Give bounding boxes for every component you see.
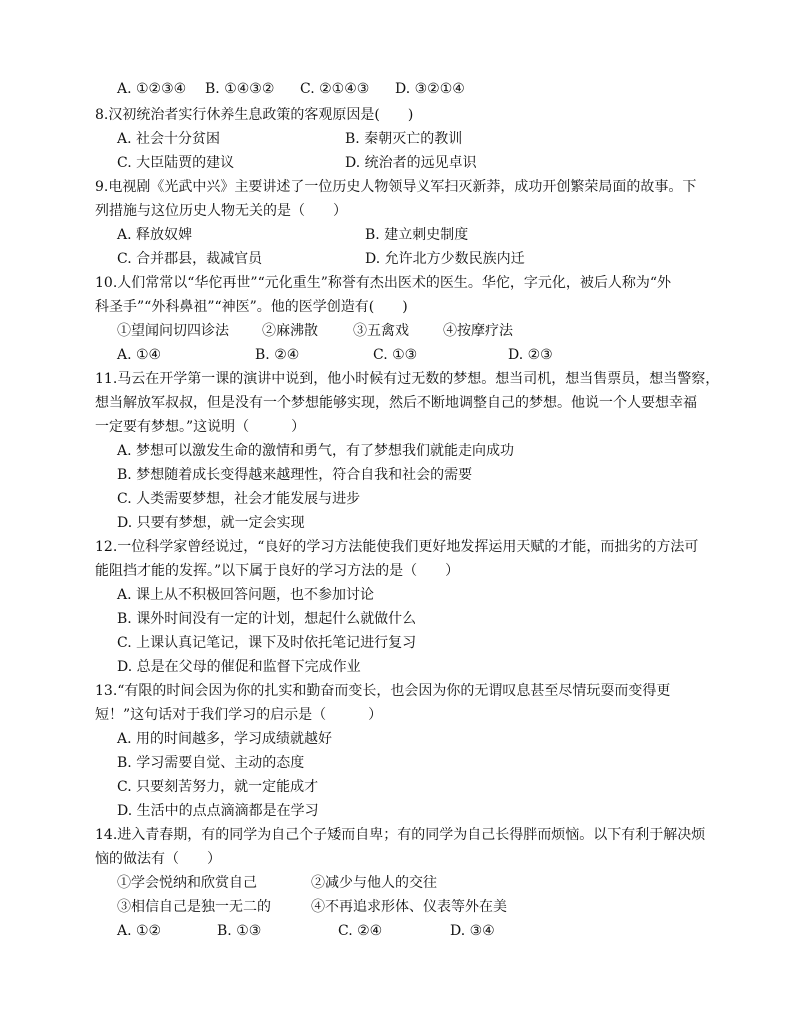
- q12-option-d: D. 总是在父母的催促和监督下完成作业: [117, 659, 361, 675]
- q14-item-4: ④不再追求形体、仪表等外在美: [311, 899, 507, 915]
- q11-stem-line-2: 想当解放军叔叔，但是没有一个梦想能够实现，然后不断地调整自己的梦想。他说一个人要想幸福: [95, 395, 697, 411]
- q9-stem-line-2: 列措施与这位历史人物无关的是（ ）: [95, 203, 347, 219]
- q14-option-b: B. ①③: [217, 923, 262, 939]
- q10-option-a: A. ①④: [117, 347, 162, 363]
- q11-stem-line-1: 11.马云在开学第一课的演讲中说到，他小时候有过无数的梦想。想当司机，想当售票员，想当警察，: [95, 371, 720, 387]
- q10-option-d: D. ②③: [508, 347, 553, 363]
- q14-stem-line-2: 恼的做法有（ ）: [95, 851, 221, 867]
- q10-stem-line-2: 科圣手”“外科鼻祖”“神医”。他的医学创造有( ): [95, 299, 408, 315]
- q12-option-c: C. 上课认真记笔记，课下及时依托笔记进行复习: [117, 635, 417, 651]
- q14-option-a: A. ①②: [117, 923, 162, 939]
- q10-item-1: ①望闻问切四诊法: [117, 323, 229, 339]
- q10-option-b: B. ②④: [255, 347, 300, 363]
- q14-option-d: D. ③④: [450, 923, 495, 939]
- q7-option-b: B. ①④③②: [205, 81, 275, 97]
- q10-item-3: ③五禽戏: [353, 323, 409, 339]
- q11-option-d: D. 只要有梦想，就一定会实现: [117, 515, 305, 531]
- q12-option-b: B. 课外时间没有一定的计划，想起什么就做什么: [117, 611, 417, 627]
- q10-stem-line-1: 10.人们常常以“华佗再世”“元化重生”称誉有杰出医术的医生。华佗，字元化，被后人称为“外: [95, 275, 672, 291]
- q9-option-c: C. 合并郡县，裁减官员: [117, 251, 263, 267]
- q11-option-b: B. 梦想随着成长变得越来越理性，符合自我和社会的需要: [117, 467, 473, 483]
- q13-option-c: C. 只要刻苦努力，就一定能成才: [117, 779, 319, 795]
- q7-option-a: A. ①②③④: [117, 81, 187, 97]
- q7-option-c: C. ②①④③: [300, 81, 370, 97]
- q7-option-d: D. ③②①④: [395, 81, 465, 97]
- q14-stem-line-1: 14.进入青春期，有的同学为自己个子矮而自卑；有的同学为自己长得胖而烦恼。以下有利于解决烦: [95, 827, 706, 843]
- q12-option-a: A. 课上从不积极回答问题，也不参加讨论: [117, 587, 375, 603]
- q13-option-d: D. 生活中的点点滴滴都是在学习: [117, 803, 319, 819]
- q9-stem-line-1: 9.电视剧《光武中兴》主要讲述了一位历史人物领导义军扫灭新莽，成功开创繁荣局面的故事。下: [95, 179, 697, 195]
- q10-item-2: ②麻沸散: [262, 323, 318, 339]
- q8-option-a: A. 社会十分贫困: [117, 131, 221, 147]
- q14-option-c: C. ②④: [338, 923, 383, 939]
- q9-option-d: D. 允许北方少数民族内迁: [365, 251, 525, 267]
- q8-option-d: D. 统治者的远见卓识: [345, 155, 477, 171]
- q8-option-c: C. 大臣陆贾的建议: [117, 155, 235, 171]
- q11-option-a: A. 梦想可以激发生命的激情和勇气，有了梦想我们就能走向成功: [117, 443, 515, 459]
- q9-option-b: B. 建立刺史制度: [365, 227, 469, 243]
- q10-item-4: ④按摩疗法: [443, 323, 513, 339]
- q13-stem-line-2: 短！”这句话对于我们学习的启示是（ ）: [95, 707, 383, 723]
- q14-item-2: ②减少与他人的交往: [311, 875, 437, 891]
- q12-stem-line-2: 能阻挡才能的发挥。”以下属于良好的学习方法的是（ ）: [95, 563, 460, 579]
- q11-option-c: C. 人类需要梦想，社会才能发展与进步: [117, 491, 361, 507]
- q13-option-a: A. 用的时间越多，学习成绩就越好: [117, 731, 333, 747]
- q14-item-1: ①学会悦纳和欣赏自己: [117, 875, 257, 891]
- q13-stem-line-1: 13.“有限的时间会因为你的扎实和勤奋而变长，也会因为你的无谓叹息甚至尽情玩耍而变得更: [95, 683, 671, 699]
- q8-stem: 8.汉初统治者实行休养生息政策的客观原因是( ): [95, 107, 414, 123]
- q9-option-a: A. 释放奴婢: [117, 227, 193, 243]
- q14-item-3: ③相信自己是独一无二的: [117, 899, 271, 915]
- q8-option-b: B. 秦朝灭亡的教训: [345, 131, 463, 147]
- q13-option-b: B. 学习需要自觉、主动的态度: [117, 755, 305, 771]
- q10-option-c: C. ①③: [373, 347, 418, 363]
- q11-stem-line-3: 一定要有梦想。”这说明（ ）: [95, 419, 306, 435]
- q12-stem-line-1: 12.一位科学家曾经说过，“良好的学习方法能使我们更好地发挥运用天赋的才能，而拙劣的方法可: [95, 539, 699, 555]
